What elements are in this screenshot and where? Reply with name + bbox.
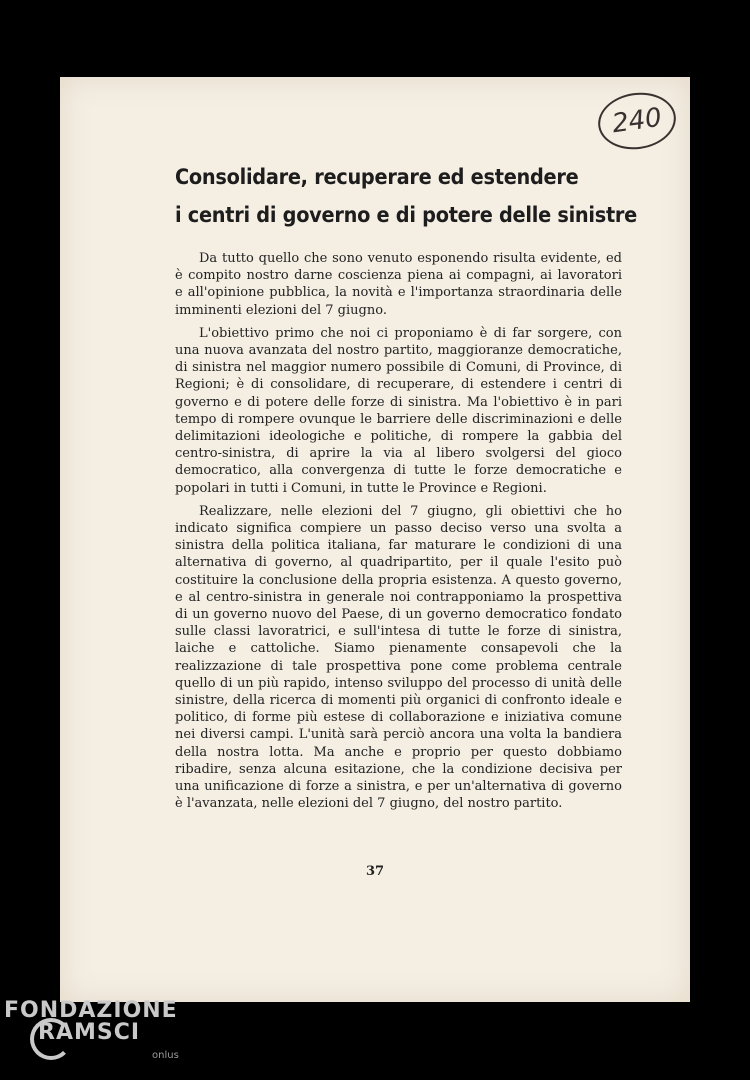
logo-line-3: onlus	[152, 1050, 179, 1061]
page-title	[175, 158, 638, 234]
paragraph-1: Da tutto quello che sono venuto esponendo risulta evidente, ed è compito nostro darne coscienza piena ai compagni, ai lavoratori e all'opinione pubblica, la novità e l'importanza straordinaria delle imminenti elezioni del 7 giugno.	[175, 251, 622, 318]
fondazione-gramsci-logo	[4, 998, 194, 1078]
title-line-2: i centri di governo e di potere delle sinistre	[175, 203, 638, 227]
paragraph-3: Realizzare, nelle elezioni del 7 giugno, gli obiettivi che ho indicato significa compiere un passo deciso verso una svolta a sinistra della politica italiana, far maturare le condizioni di una alternativa di governo, al quadripartito, per il quale l'esito può costituire la conclusione della propria esistenza. A questo governo, e al centro-sinistra in generale noi contrapponiamo la prospettiva di un governo nuovo del Paese, di un governo democratico fondato sulle classi lavoratrici, e sull'intesa di tutte le forze di sinistra, laiche e cattoliche. Siamo pienamente consapevoli che la realizzazione di tale prospettiva pone come problema centrale quello di un più rapido, intenso sviluppo del processo di unità delle sinistre, della ricerca di momenti più organici di confronto ideale e politico, di forme più estese di collaborazione e iniziativa comune nei diversi campi. L'unità sarà perciò ancora una volta la bandiera della nostra lotta. Ma anche e proprio per questo dobbiamo ribadire, senza alcuna esitazione, che la condizione decisiva per una unificazione di forze a sinistra, e per un'alternativa di governo è l'avanzata, nelle elezioni del 7 giugno, del nostro partito.	[175, 503, 622, 812]
page-number: 37	[365, 864, 385, 879]
logo-line-1: FONDAZIONE	[4, 998, 178, 1023]
paragraph-2: L'obiettivo primo che noi ci proponiamo è di far sorgere, con una nuova avanzata del nostro partito, maggioranze democratiche, di sinistra nel maggior numero possibile di Comuni, di Province, di Regioni; è di consolidare, di recuperare, di estendere i centri di governo e di potere delle forze di sinistra. Ma l'obiettivo è in pari tempo di rompere ovunque le barriere delle discriminazioni e delle delimitazioni ideologiche e politiche, di rompere la gabbia del centro-sinistra, di aprire la via al libero svolgersi del gioco democratico, alla convergenza di tutte le forze democratiche e popolari in tutti i Comuni, in tutte le Province e Regioni.	[175, 325, 622, 496]
title-line-1: Consolidare, recuperare ed estendere	[175, 165, 579, 189]
body-text	[175, 250, 622, 819]
logo-line-2: RAMSCI	[38, 1020, 141, 1045]
handwritten-annotation: 240	[594, 88, 679, 154]
